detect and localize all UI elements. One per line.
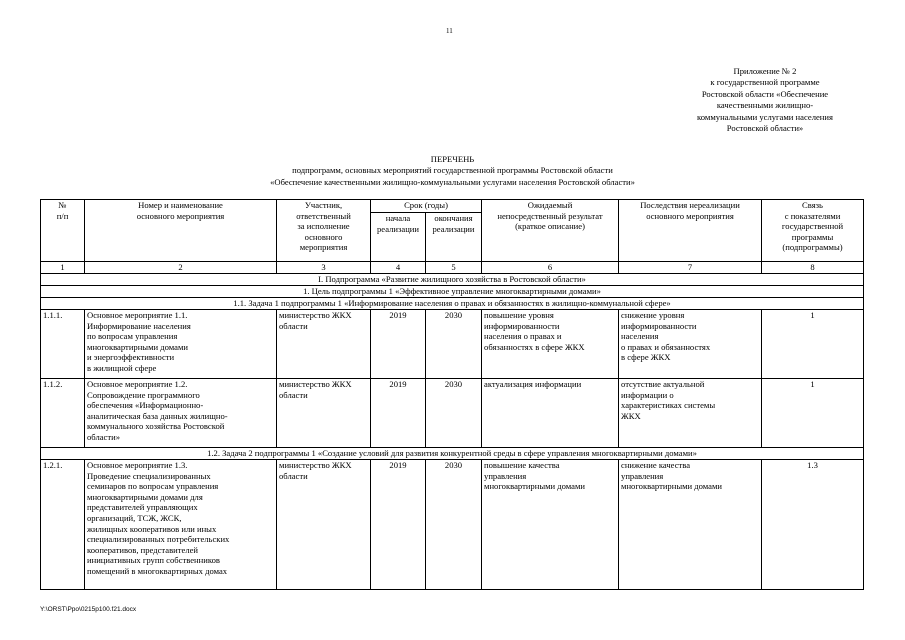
appendix-line: Ростовской области» (726, 123, 804, 134)
row-participant: министерство ЖКХ области (277, 460, 371, 590)
measures-table (40, 199, 864, 590)
header-name: Номер и наименование основного мероприятия (85, 200, 277, 262)
table-row (41, 310, 864, 379)
row-participant: министерство ЖКХ области (277, 379, 371, 448)
section-row (41, 448, 864, 460)
column-number-row (41, 262, 864, 274)
header-term: Срок (годы) (371, 200, 482, 213)
row-result: повышение качества управления многоквартирными домами (482, 460, 619, 590)
appendix-line: Ростовской области «Обеспечение (701, 88, 829, 99)
column-number: 6 (482, 262, 619, 274)
header-result: Ожидаемый непосредственный результат (краткое описание) (482, 200, 619, 262)
task-title: 1.1. Задача 1 подпрограммы 1 «Информирование населения о правах и обязанностях в жилищно-коммунальной сфере» (41, 298, 864, 310)
goal-title: 1. Цель подпрограммы 1 «Эффективное управление многоквартирными домами» (41, 286, 864, 298)
column-number: 4 (371, 262, 426, 274)
row-num: 1.1.1. (41, 310, 85, 379)
row-consequences: снижение качества управления многоквартирными домами (619, 460, 762, 590)
header-start: начала реализации (371, 213, 426, 262)
document-heading (0, 154, 905, 188)
row-link: 1 (762, 310, 864, 379)
header-consequences: Последствия нереализации основного мероприятия (619, 200, 762, 262)
column-number: 2 (85, 262, 277, 274)
row-result: повышение уровня информированности населения о правах и обязанностях в сфере ЖКХ (482, 310, 619, 379)
row-participant: министерство ЖКХ области (277, 310, 371, 379)
task-title: 1.2. Задача 2 подпрограммы 1 «Создание условий для развития конкурентной среды в сфере управления многоквартирными домами» (41, 448, 864, 460)
appendix-line: коммунальными услугами населения (697, 111, 833, 122)
row-consequences: отсутствие актуальной информации о характеристиках системы ЖКХ (619, 379, 762, 448)
row-num: 1.1.2. (41, 379, 85, 448)
row-start: 2019 (371, 379, 426, 448)
table-row (41, 460, 864, 590)
appendix-line: качественными жилищно- (716, 100, 814, 111)
row-end: 2030 (426, 379, 482, 448)
header-num: № п/п (41, 200, 85, 262)
section-row (41, 274, 864, 286)
column-number: 5 (426, 262, 482, 274)
row-link: 1.3 (762, 460, 864, 590)
header-link: Связь с показателями государственной программы (подпрограммы) (762, 200, 864, 262)
appendix-line: к государственной программе (710, 77, 820, 88)
row-name: Основное мероприятие 1.2. Сопровождение программного обеспечения «Информационно- аналитическая база данных жилищно- коммунального хозяйства Ростовской области» (85, 379, 277, 448)
column-number: 8 (762, 262, 864, 274)
row-end: 2030 (426, 460, 482, 590)
document-subtitle: подпрограмм, основных мероприятий государственной программы Ростовской области (292, 165, 613, 176)
row-start: 2019 (371, 310, 426, 379)
document-title: ПЕРЕЧЕНЬ (430, 154, 475, 164)
page-number: 11 (446, 27, 453, 35)
row-end: 2030 (426, 310, 482, 379)
row-result: актуализация информации (482, 379, 619, 448)
row-num: 1.2.1. (41, 460, 85, 590)
row-link: 1 (762, 379, 864, 448)
row-name: Основное мероприятие 1.1. Информирование населения по вопросам управления многоквартирными домами и энергоэффективности в жилищной сфере (85, 310, 277, 379)
table-header-row (41, 200, 864, 213)
row-start: 2019 (371, 460, 426, 590)
appendix-block (650, 66, 880, 134)
section-row (41, 286, 864, 298)
column-number: 7 (619, 262, 762, 274)
row-name: Основное мероприятие 1.3. Проведение специализированных семинаров по вопросам управления многоквартирными домами для представителей управляющих организаций, ТСЖ, ЖСК, жилищных кооперативов или иных специализированных потребительских кооперативов, представителей инициативных групп собственников помещений в многоквартирных домах (85, 460, 277, 590)
appendix-line: Приложение № 2 (733, 66, 797, 76)
header-end: окончания реализации (426, 213, 482, 262)
file-path-footer: Y:\ORST\Ppo\0215p100.f21.docx (40, 606, 137, 613)
section-row (41, 298, 864, 310)
header-participant: Участник, ответственный за исполнение основного мероприятия (277, 200, 371, 262)
row-consequences: снижение уровня информированности населения о правах и обязанностях в сфере ЖКХ (619, 310, 762, 379)
document-subtitle: «Обеспечение качественными жилищно-коммунальными услугами населения Ростовской области» (270, 176, 635, 187)
subprogram-title: I. Подпрограмма «Развитие жилищного хозяйства в Ростовской области» (41, 274, 864, 286)
column-number: 1 (41, 262, 85, 274)
table-row (41, 379, 864, 448)
column-number: 3 (277, 262, 371, 274)
